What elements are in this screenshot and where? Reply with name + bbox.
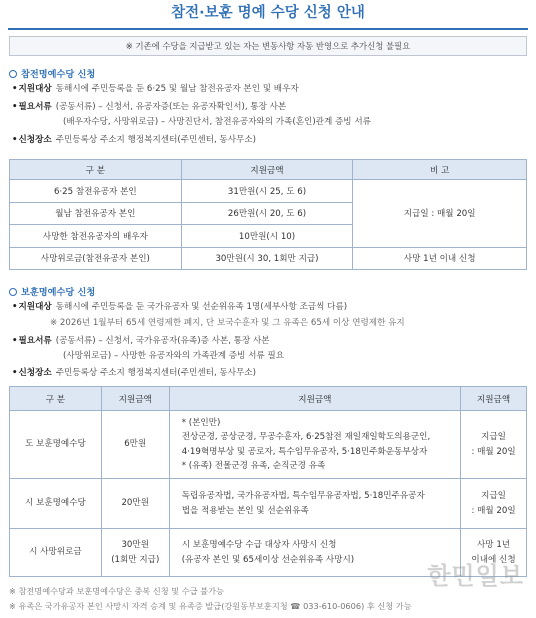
bullet-icon: •	[12, 302, 18, 312]
row-amount: 31만원(시 25, 도 6)	[181, 180, 353, 203]
target-label: 지원대상	[18, 84, 52, 94]
sec2-target-line	[12, 300, 347, 312]
row-amount: 26만원(시 20, 도 6)	[181, 202, 353, 225]
veteran-allowance-table	[9, 159, 527, 270]
row-category: 시 보훈명예수당	[10, 479, 102, 529]
table-header-row	[10, 387, 527, 411]
row-category: 사망위로금(참전유공자 본인)	[10, 247, 182, 270]
sec1-docs-line-2: (배우자수당, 사망위로금) – 사망진단서, 참전유공자와의 가족(혼인)관계 증빙 서류	[63, 117, 371, 127]
col-header-note: 비 고	[353, 160, 527, 180]
amount-line: 30만원	[121, 540, 150, 550]
row-amount	[101, 529, 169, 577]
target-line: (유공자 본인 및 65세이상 선순위유족 사망시)	[181, 554, 355, 565]
bullet-icon: •	[12, 102, 18, 112]
row-amount: 20만원	[101, 479, 169, 529]
target-label: 지원대상	[18, 302, 52, 312]
target-line: * (본인만)	[181, 417, 221, 428]
bullet-icon: •	[12, 135, 18, 145]
docs-text-1: (공동서류) – 신청서, 유공자증(또는 유공자확인서), 통장 사본	[55, 102, 287, 112]
row-amount: 6만원	[101, 411, 169, 479]
payday-line: 지급일	[481, 491, 506, 501]
table-row	[10, 411, 527, 479]
row-target-cell	[169, 411, 460, 479]
payday-line: : 매월 20일	[471, 446, 516, 457]
sec2-target-note: ※ 2026년 1월부터 65세 연령제한 폐지, 단 보국수훈자 및 그 유족은 65세 이상 연령제한 유지	[50, 318, 405, 328]
note-line: 사망 1년	[476, 540, 511, 550]
row-category: 월남 참전유공자 본인	[10, 202, 182, 225]
table-row	[10, 479, 527, 529]
payday-line: 지급일	[481, 432, 506, 442]
bullet-icon: •	[12, 336, 18, 346]
docs-text-1: (공동서류) – 신청서, 국가유공자(유족)증 사본, 통장 사본	[55, 336, 270, 346]
col-header-category: 구 분	[10, 387, 102, 411]
target-text: 동해시에 주민등록을 둔 6·25 및 월남 참전유공자 본인 및 배우자	[55, 84, 299, 94]
row-target-cell	[169, 529, 460, 577]
row-amount: 10만원(시 10)	[181, 225, 353, 248]
circle-bullet-icon	[9, 70, 17, 78]
col-header-amount: 지원금액	[181, 160, 353, 180]
col-header-amount: 지원금액	[101, 387, 169, 411]
row-category: 도 보훈명예수당	[10, 411, 102, 479]
place-text: 주민등록상 주소지 행정복지센터(주민센터, 동사무소)	[55, 368, 256, 378]
row-payday	[461, 411, 527, 479]
note-line: 이내에 신청	[471, 554, 516, 565]
target-line: 독립유공자법, 국가유공자법, 특수임무유공자법, 5·18민주유공자	[181, 491, 425, 501]
place-label: 신청장소	[18, 135, 52, 145]
col-header-target: 지원금액	[169, 387, 460, 411]
bullet-icon: •	[12, 84, 18, 94]
col-header-category: 구 분	[10, 160, 182, 180]
page-title: 참전·보훈 명예 수당 신청 안내	[171, 5, 365, 21]
sec1-place-line	[12, 133, 256, 145]
amount-line: (1회만 지급)	[111, 554, 160, 565]
place-text: 주민등록상 주소지 행정복지센터(주민센터, 동사무소)	[55, 135, 256, 145]
bullet-icon: •	[12, 368, 18, 378]
patriot-allowance-table	[9, 386, 527, 577]
payday-note: 지급일 : 매월 20일	[353, 180, 527, 248]
target-line: 시 보훈명예수당 수급 대상자 사망시 신청	[181, 540, 337, 550]
sec2-docs-line-2: (사망위로금) – 사망한 유공자와의 가족관계 증빙 서류 필요	[63, 351, 285, 361]
notice-box: ※ 기존에 수당을 지급받고 있는 자는 변동사항 자동 반영으로 추가신청 불필요	[9, 36, 527, 56]
row-category: 시 사망위로금	[10, 529, 102, 577]
col-header-extra: 지원금액	[461, 387, 527, 411]
target-line: 4·19혁명부상 및 공로자, 특수임무유공자, 5·18민주화운동부상자	[181, 446, 428, 457]
section-heading-veteran-allowance	[9, 66, 95, 80]
row-amount: 30만원(시 30, 1회만 지급)	[181, 247, 353, 270]
footnote-1: ※ 참전명예수당과 보훈명예수당은 중복 신청 및 수급 불가능	[9, 586, 224, 596]
sec2-place-line	[12, 366, 256, 378]
circle-bullet-icon	[9, 288, 17, 296]
watermark-logo: 한민일보	[427, 562, 524, 590]
docs-label: 필요서류	[18, 336, 52, 346]
title-divider	[8, 28, 528, 30]
place-label: 신청장소	[18, 368, 52, 378]
sec1-docs-line	[12, 100, 286, 112]
payday-line: : 매월 20일	[471, 505, 516, 516]
section-heading-text: 보훈명예수당 신청	[21, 287, 96, 298]
section-heading-patriot-allowance	[9, 284, 95, 298]
target-line: * (유족) 전몰군경 유족, 순직군경 유족	[181, 461, 326, 471]
footnote-2: ※ 유족은 국가유공자 본인 사망시 자격 승계 및 유족증 발급(강원동부보훈지청 ☎ 033-610-0606) 후 신청 가능	[9, 601, 412, 611]
target-line: 전상군경, 공상군경, 무공수훈자, 6·25참전 재일재일학도의용군인,	[181, 432, 431, 442]
row-payday	[461, 479, 527, 529]
sec1-target-line	[12, 82, 299, 94]
table-row	[10, 247, 527, 270]
docs-label: 필요서류	[18, 102, 52, 112]
target-line: 법을 적용받는 본인 및 선순위유족	[181, 505, 309, 516]
sec2-docs-line	[12, 334, 270, 346]
table-header-row	[10, 160, 527, 180]
row-target-cell	[169, 479, 460, 529]
row-category: 사망한 참전유공자의 배우자	[10, 225, 182, 248]
death-note: 사망 1년 이내 신청	[353, 247, 527, 270]
table-row	[10, 180, 527, 203]
section-heading-text: 참전명예수당 신청	[21, 69, 96, 80]
row-category: 6·25 참전유공자 본인	[10, 180, 182, 203]
target-text: 동해시에 주민등록을 둔 국가유공자 및 선순위유족 1명(세부사항 조금씩 다름)	[55, 302, 348, 312]
